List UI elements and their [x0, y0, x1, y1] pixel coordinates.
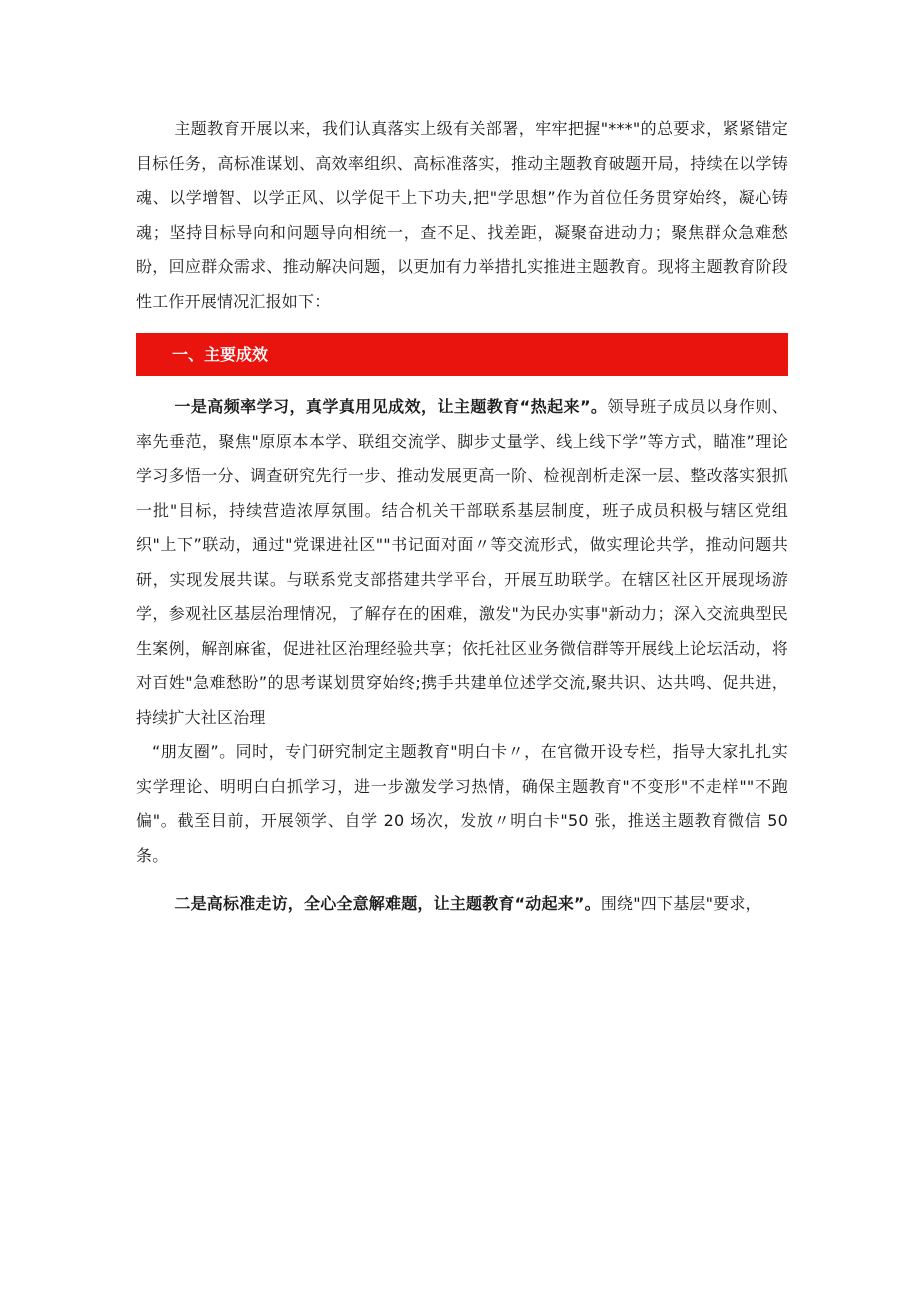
point-two-body: 围绕"四下基层"要求， — [600, 894, 762, 913]
point-one-body: 领导班子成员以身作则、率先垂范，聚焦"原原本本学、联组交流学、脚步丈量学、线上线下学”等方式，瞄准”理论学习多悟一分、调查研究先行一步、推动发展更高一阶、检视剖析走深一层、整改落实狠抓一批"目标，持续营造浓厚氛围。结合机关干部联系基层制度，班子成员积极与辖区党组织"上下”联动，通过"党课进社区""书记面对面〃等交流形式，做实理论共学，推动问题共研，实现发展共谋。与联系党支部搭建共学平台，开展互助联学。在辖区社区开展现场游学，参观社区基层治理情况，了解存在的困难，激发"为民办实事"新动力；深入交流典型民生案例，解剖麻雀，促进社区治理经验共享；依托社区业务微信群等开展线上论坛活动，将对百姓"急难愁盼”的思考谋划贯穿始终;携手共建单位述学交流,聚共识、达共鸣、促共进，持续扩大社区治理 — [136, 397, 788, 727]
document-page — [136, 112, 788, 922]
intro-paragraph: 主题教育开展以来，我们认真落实上级有关部署，牢牢把握"***"的总要求，紧紧错定目标任务，高标准谋划、高效率组织、高标准落实，推动主题教育破题开局，持续在以学铸魂、以学增智、以学正风、以学促干上下功夫,把"学思想”作为首位任务贯穿始终，凝心铸魂；坚持目标导向和问题导向相统一，查不足、找差距，凝聚奋进动力；聚焦群众急难愁盼，回应群众需求、推动解决问题，以更加有力举措扎实推进主题教育。现将主题教育阶段性工作开展情况汇报如下： — [136, 119, 788, 311]
point-one-paragraph — [136, 390, 788, 735]
point-two-paragraph — [136, 887, 788, 922]
section-heading-text: 一、主要成效 — [172, 345, 269, 364]
point-two-lead: 二是高标准走访，全心全意解难题，让主题教育“动起来”。 — [174, 894, 601, 913]
point-one-lead: 一是高频率学习，真学真用见成效，让主题教育“热起来”。 — [174, 397, 608, 416]
section-heading-bar — [136, 333, 788, 376]
point-one-continuation: “朋友圈”。同时，专门研究制定主题教育"明白卡〃，在官微开设专栏，指导大家扎扎实实学理论、明明白白抓学习，进一步激发学习热情，确保主题教育"不变形"不走样""不跑偏"。截至目前，开展领学、自学 20 场次，发放〃明白卡"50 张，推送主题教育微信 50 条。 — [136, 742, 788, 865]
paragraph-gap — [136, 873, 788, 887]
